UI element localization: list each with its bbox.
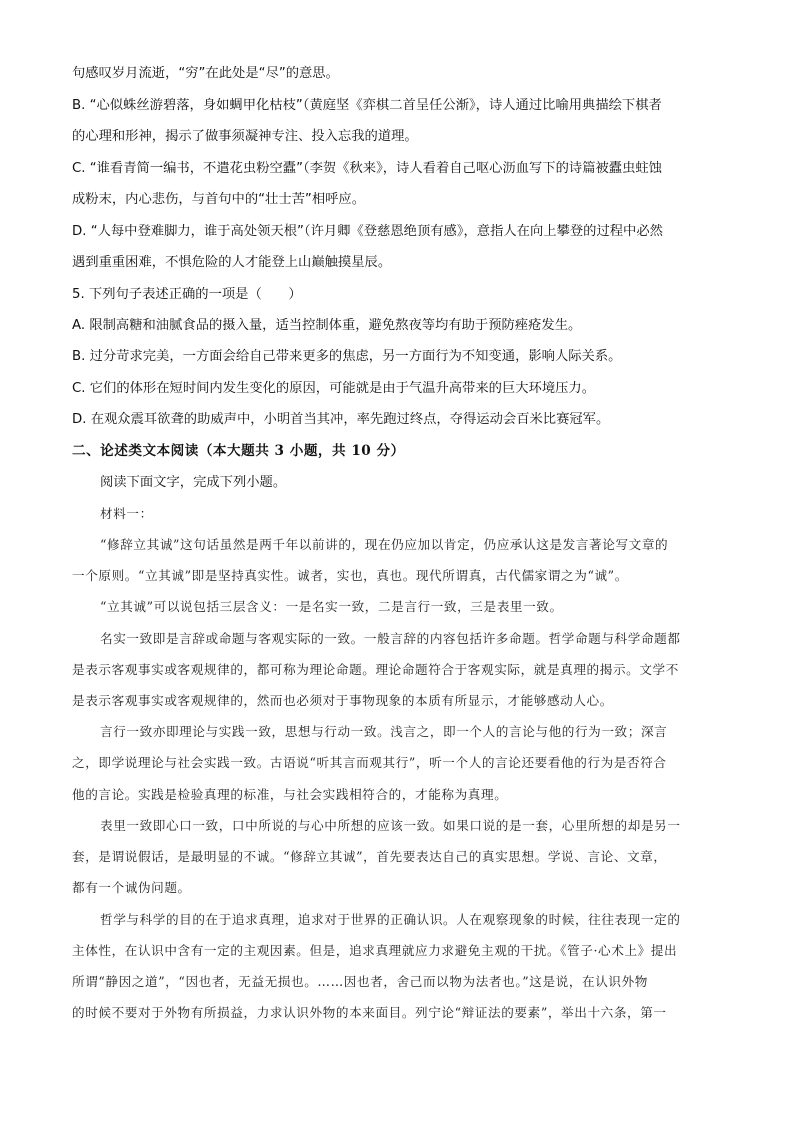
material-paragraph-line: 都有一个诚伪问题。 — [72, 880, 191, 895]
section-heading: 二、论述类文本阅读（本大题共 3 小题，共 10 分） — [72, 443, 405, 459]
question-5-option-b: B. 过分苛求完美，一方面会给自己带来更多的焦虑，另一方面行为不知变通，影响人际关系。 — [72, 349, 622, 364]
option-text-line: 成粉末，内心悲伤，与首句中的“壮士苦”相呼应。 — [72, 192, 366, 207]
question-5-stem: 5. 下列句子表述正确的一项是（ ） — [72, 287, 302, 302]
material-label: 材料一： — [100, 506, 153, 521]
material-paragraph-line: 言行一致亦即理论与实践一致，思想与行动一致。浅言之，即一个人的言论与他的行为一致；深言 — [100, 724, 668, 739]
option-text-line: 的心理和形神，揭示了做事须凝神专注、投入忘我的道理。 — [72, 129, 418, 144]
material-paragraph-line: 一个原则。“立其诚”即是坚持真实性。诚者，实也，真也。现代所谓真，古代儒家谓之为“诚”。 — [72, 568, 628, 583]
question-5-option-c: C. 它们的体形在短时间内发生变化的原因，可能就是由于气温升高带来的巨大环境压力。 — [72, 381, 596, 396]
material-paragraph-line: 表里一致即心口一致，口中所说的与心中所想的应该一致。如果口说的是一套，心里所想的却是另一 — [100, 818, 681, 833]
material-paragraph-line: “立其诚”可以说包括三层含义：一是名实一致，二是言行一致，三是表里一致。 — [100, 599, 563, 614]
option-c-line: C. “谁看青简一编书，不遣花虫粉空蠹”（李贺《秋来》，诗人看着自己呕心沥血写下的诗篇被蠹虫蛀蚀 — [72, 161, 662, 176]
option-text-line: 遇到重重困难，不惧危险的人才能登上山巅触摸星辰。 — [72, 255, 392, 270]
material-paragraph-line: 他的言论。实践是检验真理的标准，与社会实践相符合的，才能称为真理。 — [72, 787, 508, 802]
reading-instruction: 阅读下面文字，完成下列小题。 — [100, 475, 287, 490]
option-d-line: D. “人每中登难脚力，谁于高处领天根”（许月卿《登慈恩绝顶有感》，意指人在向上攀登的过程中必然 — [72, 224, 663, 239]
option-text-line: 句感叹岁月流逝，“穷”在此处是“尽”的意思。 — [72, 66, 339, 81]
material-paragraph-line: 名实一致即是言辞或命题与客观实际的一致。一般言辞的内容包括许多命题。哲学命题与科学命题都 — [100, 631, 681, 646]
material-paragraph-line: 主体性，在认识中含有一定的主观因素。但是，追求真理就应力求避免主观的干扰。《管子·心术上》提出 — [72, 943, 678, 958]
material-paragraph-line: 之，即学说理论与社会实践一致。古语说“听其言而观其行”，听一个人的言论还要看他的行为是否符合 — [72, 755, 667, 770]
material-paragraph-line: 哲学与科学的目的在于追求真理，追求对于世界的正确认识。人在观察现象的时候，往往表现一定的 — [100, 912, 681, 927]
question-5-option-a: A. 限制高糖和油腻食品的摄入量，适当控制体重，避免熬夜等均有助于预防痤疮发生。 — [72, 318, 582, 333]
question-5-option-d: D. 在观众震耳欲聋的助威声中，小明首当其冲，率先跑过终点，夺得运动会百米比赛冠军。 — [72, 412, 610, 427]
option-b-line: B. “心似蛛丝游碧落，身如蜩甲化枯枝”（黄庭坚《弈棋二首呈任公渐》，诗人通过比喻用典描绘下棋者 — [72, 98, 662, 113]
material-paragraph-line: 是表示客观事实或客观规律的，都可称为理论命题。理论命题符合于客观实际，就是真理的揭示。文学不 — [72, 662, 679, 677]
material-paragraph-line: 所谓“静因之道”，“因也者，无益无损也。……因也者，舍己而以物为法者也。”这是说，在认识外物 — [72, 974, 648, 989]
material-paragraph-line: “修辞立其诚”这句话虽然是两千年以前讲的，现在仍应加以肯定，仍应承认这是发言著论写文章的 — [100, 537, 669, 552]
material-paragraph-line: 是表示客观事实或客观规律的，然而也必须对于事物现象的本质有所显示，才能够感动人心。 — [72, 693, 613, 708]
material-paragraph-line: 套，是谓说假话，是最明显的不诚。“修辞立其诚”，首先要表达自己的真实思想。学说、言论、文章， — [72, 849, 667, 864]
material-paragraph-line: 的时候不要对于外物有所损益，力求认识外物的本来面目。列宁论“辩证法的要素”，举出十六条，第一 — [72, 1005, 667, 1020]
